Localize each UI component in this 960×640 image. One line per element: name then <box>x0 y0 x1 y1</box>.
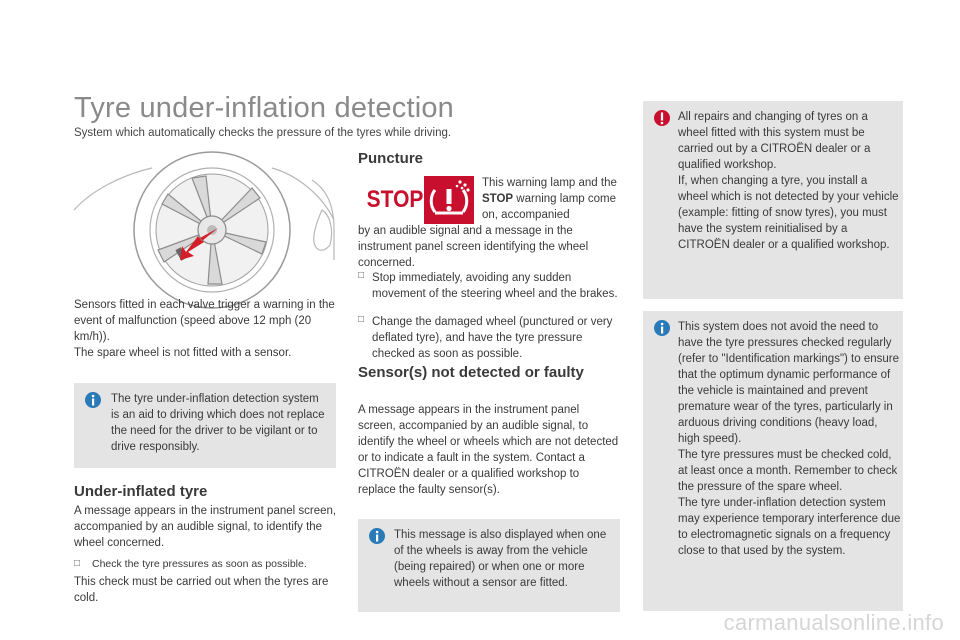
wheel-valve-illustration <box>72 150 338 290</box>
under-inflated-heading: Under-inflated tyre <box>74 483 208 500</box>
tyre-pressure-warning-icon <box>424 176 474 224</box>
watermark: carmanualsonline.info <box>723 610 944 635</box>
exclamation-warning-icon <box>653 109 671 127</box>
warning-lamp-text <box>482 175 617 223</box>
lamp-text-bold: STOP <box>482 193 514 205</box>
tyres-cold-text: This check must be carried out when the tyres are cold. <box>74 576 329 604</box>
puncture-bullet-text: Stop immediately, avoiding any sudden movement of the steering wheel and the brakes. <box>372 272 618 300</box>
puncture-bullet-stop <box>358 270 620 302</box>
sensor-description <box>74 297 339 361</box>
sensor-text: Sensors fitted in each valve trigger a warning in the event of malfunction (speed above 12 mph (20 km/h)). <box>74 299 335 343</box>
page-title: Tyre under-inflation detection <box>74 92 454 124</box>
spare-wheel-text: The spare wheel is not fitted with a sensor. <box>74 347 292 359</box>
lamp-text-post: warning lamp come on, accompanied <box>482 193 617 221</box>
warning-lamp-text-continued: by an audible signal and a message in the instrument panel screen identifying the wheel concerned. <box>358 225 589 269</box>
puncture-bullet-text: Change the damaged wheel (punctured or very deflated tyre), and have the tyre pressure checked as soon as possible. <box>372 316 613 360</box>
info-icon <box>368 527 386 545</box>
info-icon <box>653 319 671 337</box>
reinitialise-text: If, when changing a tyre, you install a wheel which is not detected by your vehicle (example: fitting of snow tyres), you must have the system reinitialised by a CITROËN dealer or a qualified workshop. <box>678 175 899 251</box>
pressure-check-text: This system does not avoid the need to have the tyre pressures checked regularly (refer to "Identification markings") to ensure that the optimum dynamic performance of the vehicle is maintained and prevent premature wear of the tyres, particularly in arduous driving conditions (heavy load, high speed). <box>678 321 900 445</box>
info-icon <box>84 391 102 409</box>
puncture-bullet-change <box>358 314 620 362</box>
check-pressure-bullet <box>74 558 349 570</box>
wheel-away-text: This message is also displayed when one of the wheels is away from the vehicle (being repaired) or when one or more wheels without a sensor are fitted. <box>394 529 607 589</box>
stop-lamp-label: STOP <box>366 185 424 213</box>
monthly-check-text: The tyre pressures must be checked cold, at least once a month. Remember to check the pressure of the spare wheel. <box>678 449 898 493</box>
puncture-heading: Puncture <box>358 150 424 167</box>
under-inflated-text: A message appears in the instrument panel screen, accompanied by an audible signal, to identify the wheel concerned. <box>74 505 337 549</box>
stop-lamp-icon <box>366 183 424 215</box>
checkbox-bullet-icon: □ <box>358 270 365 281</box>
sensor-fault-heading: Sensor(s) not detected or faulty <box>358 364 584 381</box>
sensor-fault-text: A message appears in the instrument panel screen, accompanied by an audible signal, to identify the wheel or wheels which are not detected or to indicate a fault in the system. Contact a CITROËN dealer or a qualified workshop to replace the faulty sensor(s). <box>358 404 619 496</box>
check-pressure-text: Check the tyre pressures as soon as possible. <box>92 558 307 570</box>
system-limits-info-box <box>643 311 903 611</box>
driving-aid-text: The tyre under-inflation detection system is an aid to driving which does not replace the need for the driver to be vigilant or to drive responsibly. <box>111 393 325 453</box>
repairs-warning-text <box>678 109 900 253</box>
lamp-text-pre: This warning lamp and the <box>482 177 617 189</box>
page-subtitle: System which automatically checks the pressure of the tyres while driving. <box>74 127 452 139</box>
driving-aid-info-box <box>74 383 336 468</box>
interference-text: The tyre under-inflation detection system may experience temporary interference due to electromagnetic signals on a frequency close to that used by the system. <box>678 497 901 557</box>
repairs-text: All repairs and changing of tyres on a wheel fitted with this system must be carried out by a CITROËN dealer or a qualified workshop. <box>678 111 871 171</box>
system-limits-text <box>678 319 901 559</box>
checkbox-bullet-icon: □ <box>74 558 81 569</box>
repairs-warning-box <box>643 101 903 299</box>
wheel-away-info-box <box>358 519 620 612</box>
checkbox-bullet-icon: □ <box>358 314 365 325</box>
